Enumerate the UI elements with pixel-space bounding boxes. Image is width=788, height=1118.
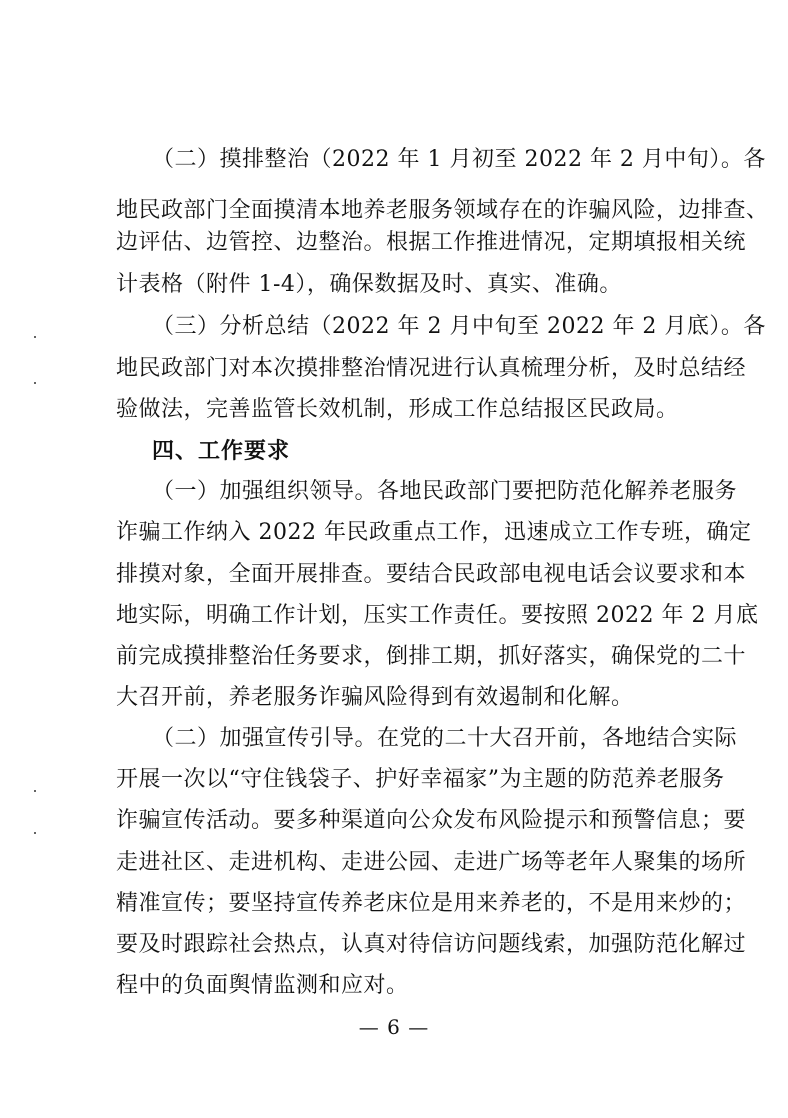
- section-heading: 四、工作要求: [152, 438, 291, 464]
- paragraph-line: 走进社区、走进机构、走进公园、走进广场等老年人聚集的场所: [116, 850, 747, 875]
- scan-mark: [34, 336, 36, 338]
- paragraph-line: 地民政部门对本次摸排整治情况进行认真梳理分析，及时总结经: [116, 356, 747, 381]
- paragraph-line: 开展一次以“守住钱袋子、护好幸福家”为主题的防范养老服务: [116, 767, 725, 792]
- scan-mark: [34, 382, 36, 384]
- paragraph-line: 大召开前，养老服务诈骗风险得到有效遏制和化解。: [116, 685, 634, 710]
- paragraph-line: 边评估、边管控、边整治。根据工作推进情况，定期填报相关统: [116, 230, 747, 255]
- paragraph-line: 诈骗宣传活动。要多种渠道向公众发布风险提示和预警信息；要: [116, 808, 747, 833]
- scan-mark: [34, 832, 36, 834]
- paragraph-line: 前完成摸排整治任务要求，倒排工期，抓好落实，确保党的二十: [116, 644, 747, 669]
- page-number: — 6 —: [358, 1015, 430, 1039]
- paragraph-line: 诈骗工作纳入 2022 年民政重点工作，迅速成立工作专班，确定: [116, 520, 752, 545]
- paragraph-line: 排摸对象，全面开展排查。要结合民政部电视电话会议要求和本: [116, 562, 747, 587]
- paragraph-line: 要及时跟踪社会热点，认真对待信访问题线索，加强防范化解过: [116, 932, 747, 957]
- paragraph-line: 计表格（附件 1-4），确保数据及时、真实、准确。: [116, 272, 622, 297]
- paragraph-line: 地民政部门全面摸清本地养老服务领域存在的诈骗风险，边排查、: [116, 198, 769, 223]
- paragraph-line: （三）分析总结（2022 年 2 月中旬至 2022 年 2 月底）。各: [152, 314, 766, 339]
- paragraph-line: （二）摸排整治（2022 年 1 月初至 2022 年 2 月中旬）。各: [152, 147, 766, 172]
- scan-mark: [34, 790, 36, 792]
- paragraph-line: （二）加强宣传引导。在党的二十大召开前，各地结合实际: [152, 726, 738, 751]
- paragraph-line: 验做法，完善监管长效机制，形成工作总结报区民政局。: [116, 397, 679, 422]
- paragraph-line: 地实际，明确工作计划，压实工作责任。要按照 2022 年 2 月底: [116, 603, 759, 628]
- paragraph-line: 精准宣传；要坚持宣传养老床位是用来养老的，不是用来炒的；: [116, 891, 747, 916]
- paragraph-line: 程中的负面舆情监测和应对。: [116, 973, 409, 998]
- paragraph-line: （一）加强组织领导。各地民政部门要把防范化解养老服务: [152, 479, 738, 504]
